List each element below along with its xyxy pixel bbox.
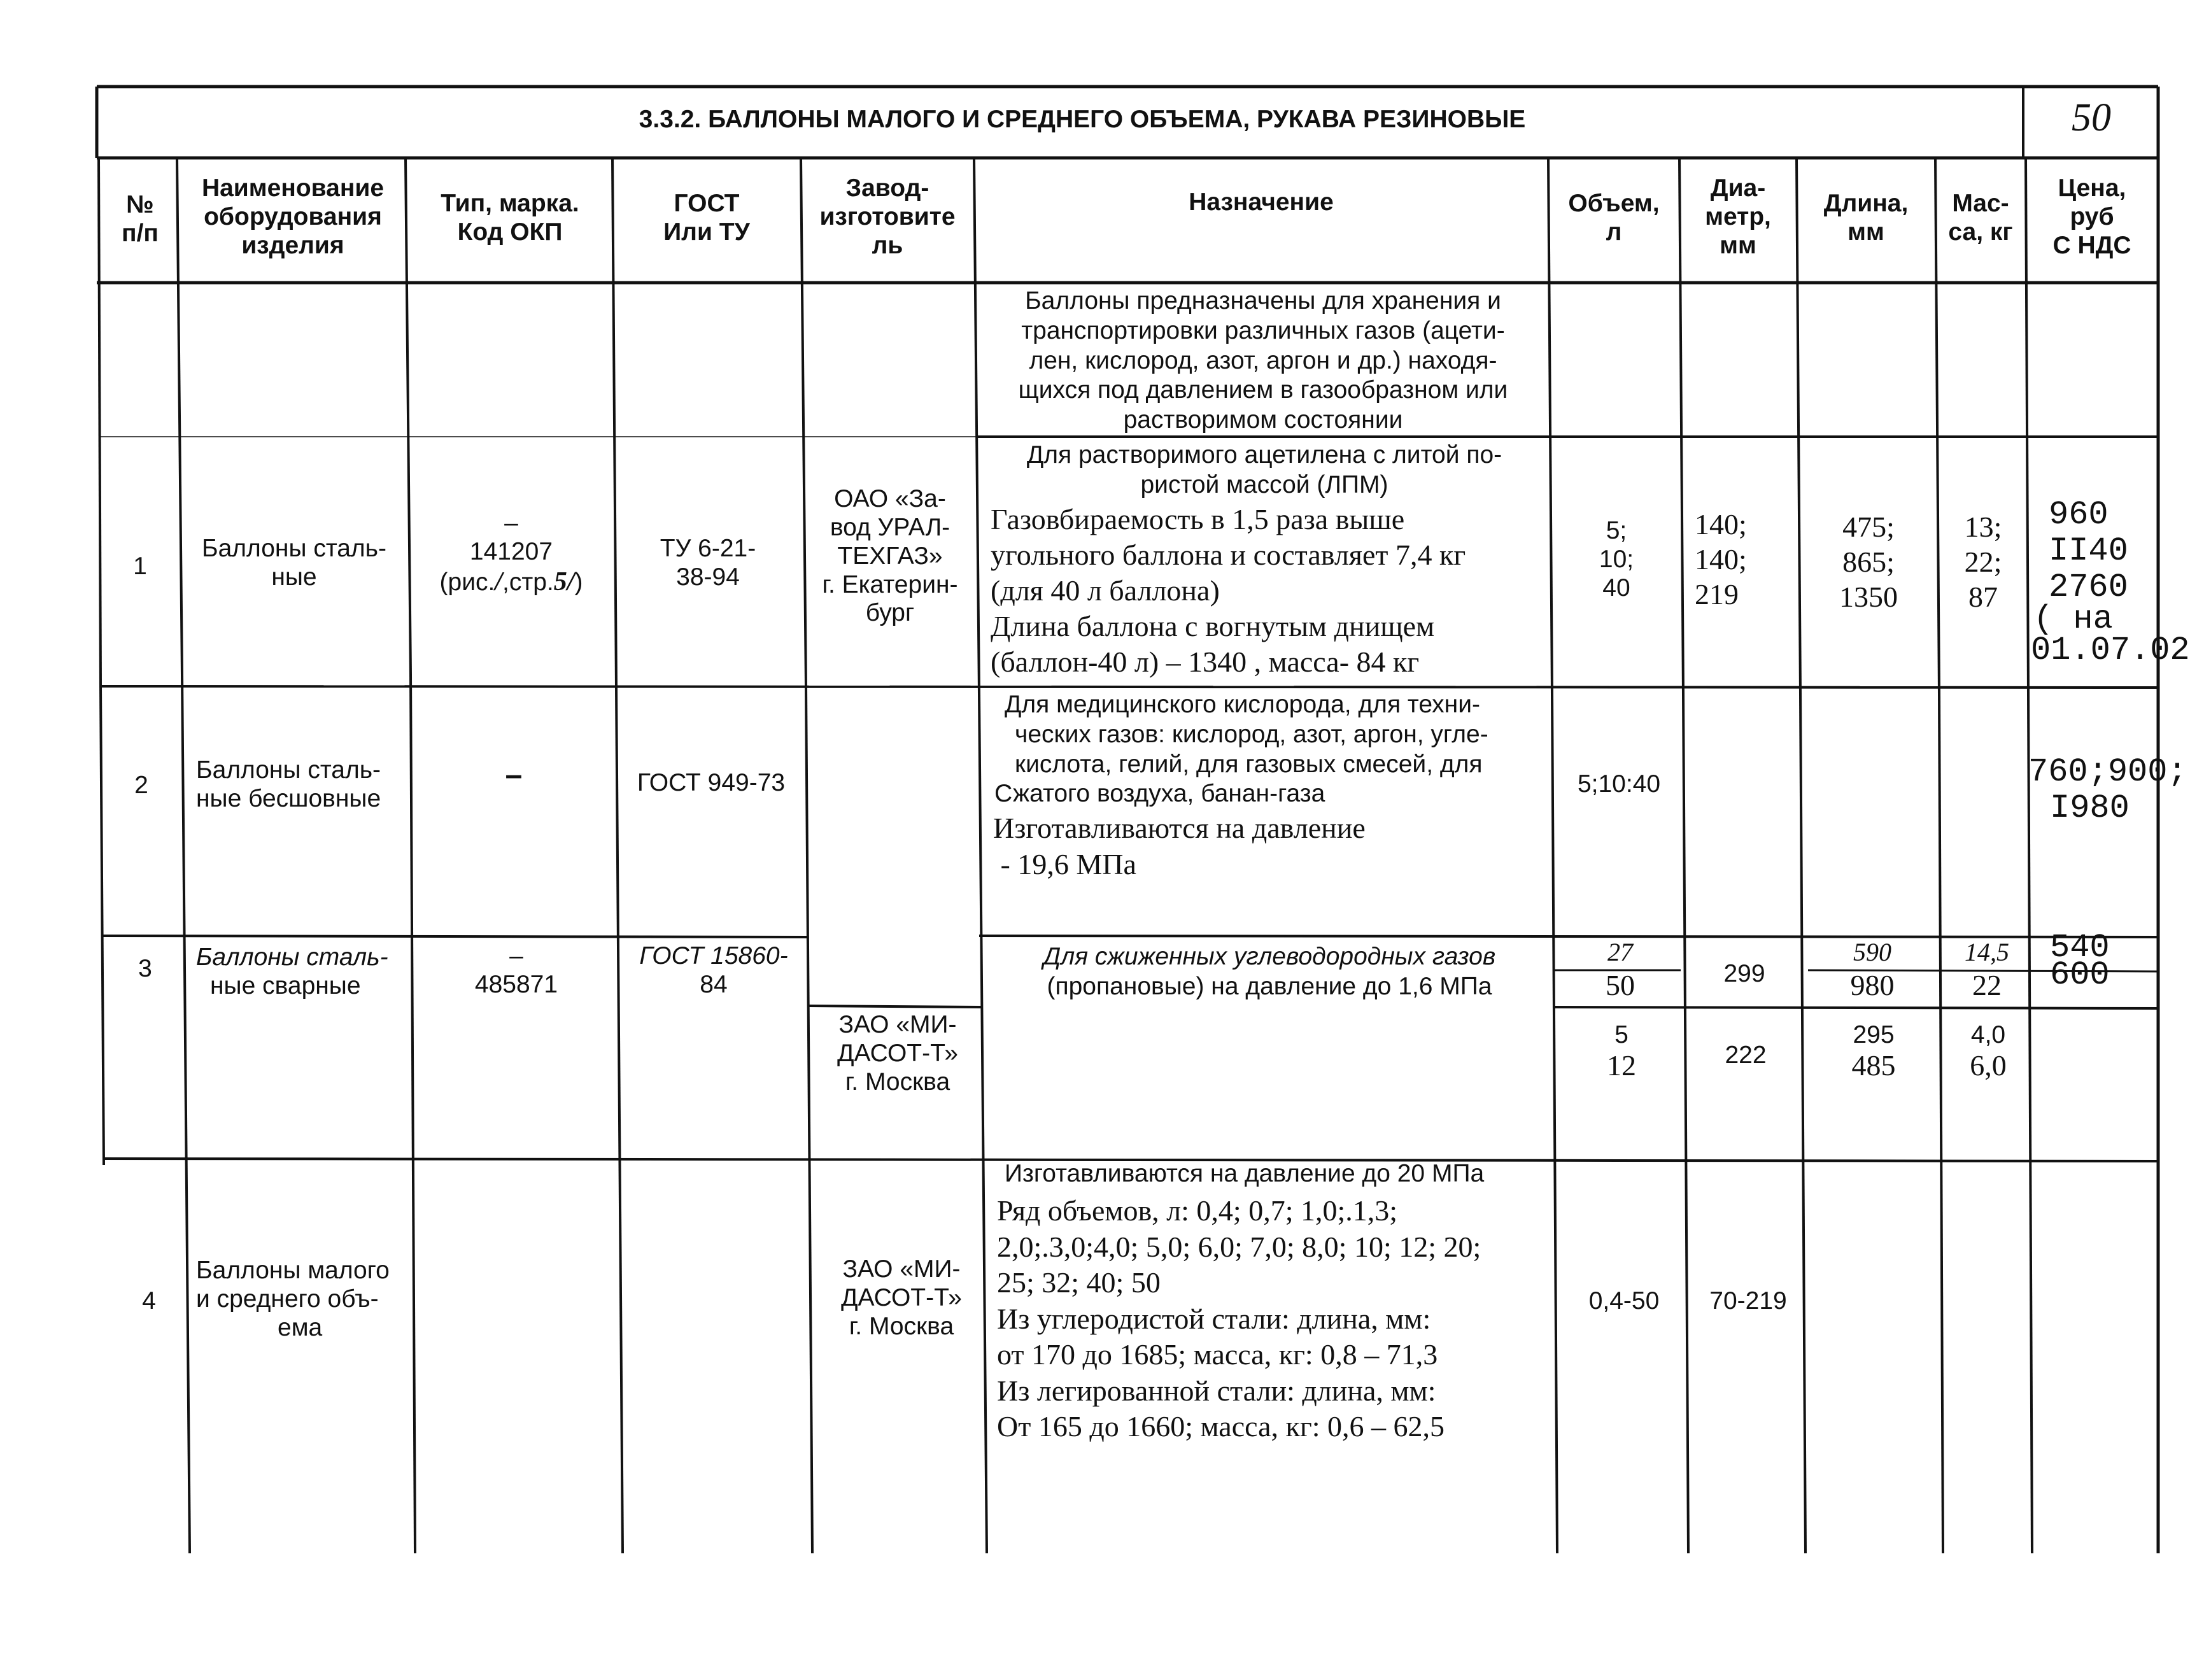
- row4-maker: ЗАО «МИ- ДАСОТ-Т» г. Москва: [841, 1255, 962, 1340]
- row3-num: 3: [138, 955, 152, 982]
- row3-name: Баллоны сталь- ные сварные: [196, 943, 388, 999]
- header-maker: Завод- изготовите ль: [819, 174, 956, 259]
- row4-volume: 0,4-50: [1588, 1287, 1660, 1315]
- header-length: Длина, мм: [1823, 190, 1909, 246]
- row2-name: Баллоны сталь- ные бесшовные: [196, 756, 381, 812]
- table-title: 3.3.2. БАЛЛОНЫ МАЛОГО И СРЕДНЕГО ОБЪЕМА, РУКАВА РЕЗИНОВЫЕ: [639, 106, 1526, 133]
- intro-purpose: Баллоны предназначены для хранения и транспортировки различных газов (ацети- лен, кислород, азот, аргон и др.) находя- щихся под давлением в газообразном или растворимом состоянии: [1018, 287, 1508, 434]
- row4-diameter: 70-219: [1709, 1287, 1787, 1315]
- row1-name: Баллоны сталь- ные: [201, 535, 386, 591]
- row3-sub1-mass: 14,5 22: [1965, 938, 2009, 1001]
- header-mass: Мас- са, кг: [1948, 190, 2013, 246]
- row1-num: 1: [133, 553, 147, 580]
- row4-name: Баллоны малого и среднего объ- ема: [196, 1257, 390, 1341]
- row3-sub1-diameter: 299: [1723, 960, 1765, 987]
- row1-purpose-title: Для растворимого ацетилена с литой по- ристой массой (ЛПМ): [1026, 441, 1502, 498]
- row4-purpose-title: Изготавливаются на давление до 20 МПа: [1005, 1160, 1485, 1187]
- row1-maker: ОАО «За- вод УРАЛ- ТЕХГАЗ» г. Екатерин- бург: [822, 485, 958, 627]
- row3-sub1-price: 540 600: [2050, 929, 2110, 994]
- header-name: Наименование оборудования изделия: [201, 174, 385, 259]
- row2-volume: 5;10:40: [1577, 770, 1661, 798]
- header-diameter: Диа- метр, мм: [1705, 174, 1771, 259]
- row2-price: 760;900; I980: [2028, 753, 2187, 828]
- row4-purpose-text: Ряд объемов, л: 0,4; 0,7; 1,0;.1,3; 2,0;.3,0;4,0; 5,0; 6,0; 7,0; 8,0; 10; 12; 20; 25; 32; 40; 50 Из углеродистой стали: длина, мм: от 170 до 1685; масса, кг: 0,8 – 71,3 Из легированной стали: длина, мм: От 165 до 1660; масса, кг: 0,6 – 62,5: [997, 1194, 1481, 1443]
- header-purpose: Назначение: [1189, 188, 1334, 216]
- header-volume: Объем, л: [1568, 190, 1660, 246]
- row2-purpose-title: Для медицинского кислорода, для техни- ческих газов: кислород, азот, аргон, угле- кислота, гелий, для газовых смесей, для Сжатого воздуха, банан-газа: [994, 691, 1488, 808]
- header-gost: ГОСТ Или ТУ: [663, 190, 750, 246]
- row3-sub2-length: 295 485: [1851, 1021, 1896, 1082]
- row3-type: – 485871: [474, 942, 558, 998]
- row3-sub1-length: 590 980: [1850, 938, 1895, 1001]
- row2-type: –: [505, 758, 523, 792]
- row1-gost: ТУ 6-21- 38-94: [660, 535, 756, 591]
- row3-purpose: Для сжиженных углеводородных газов (пропановые) на давление до 1,6 МПа: [1043, 943, 1496, 1000]
- row2-num: 2: [134, 772, 148, 799]
- row1-price: 960 II40 2760 ( на 01.07.02: [2031, 496, 2190, 670]
- row4-num: 4: [142, 1287, 156, 1315]
- row3-sub1-volume: 27 50: [1606, 938, 1635, 1001]
- row3-sub2-maker: ЗАО «МИ- ДАСОТ-Т» г. Москва: [837, 1011, 958, 1096]
- row1-type: – 141207 (рис./,стр.5/): [439, 509, 583, 596]
- row3-sub2-volume: 5 12: [1607, 1021, 1636, 1082]
- header-price: Цена, руб С НДС: [2052, 174, 2131, 259]
- row1-length: 475; 865; 1350: [1839, 511, 1898, 614]
- row1-diameter: 140; 140; 219: [1695, 508, 1747, 611]
- header-type: Тип, марка. Код ОКП: [441, 190, 579, 246]
- row2-gost: ГОСТ 949-73: [637, 769, 786, 796]
- row3-sub2-mass: 4,0 6,0: [1970, 1021, 2007, 1082]
- row3-gost: ГОСТ 15860- 84: [639, 942, 788, 998]
- row1-purpose-text: Газовбираемость в 1,5 раза выше угольного баллона и составляет 7,4 кг (для 40 л баллона) Длина баллона с вогнутым днищем (баллон-40 л) – 1340 , масса- 84 кг: [991, 503, 1466, 679]
- page-number: 50: [2072, 96, 2111, 139]
- row1-volume: 5; 10; 40: [1599, 517, 1634, 602]
- header-num: № п/п: [122, 191, 159, 247]
- row2-purpose-text: Изготавливаются на давление - 19,6 МПа: [993, 812, 1366, 881]
- row1-mass: 13; 22; 87: [1964, 511, 2002, 614]
- row3-sub2-diameter: 222: [1725, 1041, 1767, 1069]
